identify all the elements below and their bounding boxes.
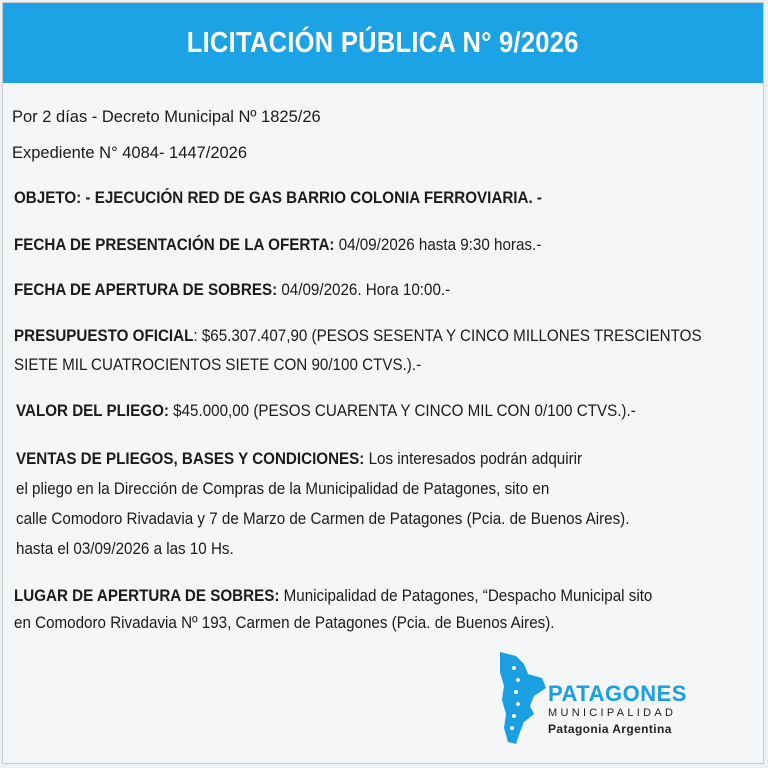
- budget-label: PRESUPUESTO OFICIAL: [14, 327, 194, 345]
- budget-value: : $65.307.407,90 (PESOS SESENTA Y CINCO MILLONES TRESCIENTOS: [193, 327, 702, 345]
- sales-line-2: el pliego en la Dirección de Compras de la Municipalidad de Patagones, sito en: [16, 480, 550, 498]
- opening-date-label: FECHA DE APERTURA DE SOBRES:: [14, 281, 278, 299]
- opening-place-label: LUGAR DE APERTURA DE SOBRES:: [14, 587, 280, 605]
- file-number: Expediente N° 4084- 1447/2026: [12, 144, 248, 162]
- specs-value-amount: $45.000,00 (PESOS CUARENTA Y CINCO MIL CON 0/100 CTVS.).-: [168, 402, 636, 420]
- presentation-date: [14, 232, 541, 258]
- specs-value-label: VALOR DEL PLIEGO:: [16, 402, 169, 420]
- logo-subtitle: MUNICIPALIDAD: [548, 707, 677, 719]
- title-banner: [3, 3, 763, 83]
- decree-line: Por 2 días - Decreto Municipal Nº 1825/26: [12, 108, 321, 126]
- sales-line-3: calle Comodoro Rivadavia y 7 de Marzo de Carmen de Patagones (Pcia. de Buenos Aires).: [16, 510, 630, 528]
- presentation-date-value: 04/09/2026 hasta 9:30 horas.-: [334, 236, 542, 254]
- opening-date-value: 04/09/2026. Hora 10:00.-: [277, 281, 451, 299]
- logo-name: PATAGONES: [548, 681, 687, 706]
- object-text: OBJETO: - EJECUCIÓN RED DE GAS BARRIO COLONIA FERROVIARIA. -: [14, 189, 542, 207]
- opening-place-line-1: [14, 583, 652, 609]
- sales-value: Los interesados podrán adquirir: [364, 450, 583, 468]
- sales-line-1: [16, 446, 582, 472]
- opening-place-line-2: en Comodoro Rivadavia Nº 193, Carmen de Patagones (Pcia. de Buenos Aires).: [14, 614, 555, 632]
- logo-tagline: Patagonia Argentina: [548, 722, 672, 736]
- object-line: [14, 185, 542, 211]
- opening-place-value: Municipalidad de Patagones, “Despacho Municipal sito: [279, 587, 653, 605]
- notice-title: LICITACIÓN PÚBLICA N° 9/2026: [187, 26, 579, 59]
- specs-value: [16, 398, 636, 424]
- opening-date: [14, 277, 450, 303]
- sales-line-4: hasta el 03/09/2026 a las 10 Hs.: [16, 540, 234, 558]
- budget-line-1: [14, 323, 702, 349]
- budget-line-2: SIETE MIL CUATROCIENTOS SIETE CON 90/100 CTVS.).-: [14, 356, 422, 374]
- sales-label: VENTAS DE PLIEGOS, BASES Y CONDICIONES:: [16, 450, 365, 468]
- presentation-date-label: FECHA DE PRESENTACIÓN DE LA OFERTA:: [14, 236, 335, 254]
